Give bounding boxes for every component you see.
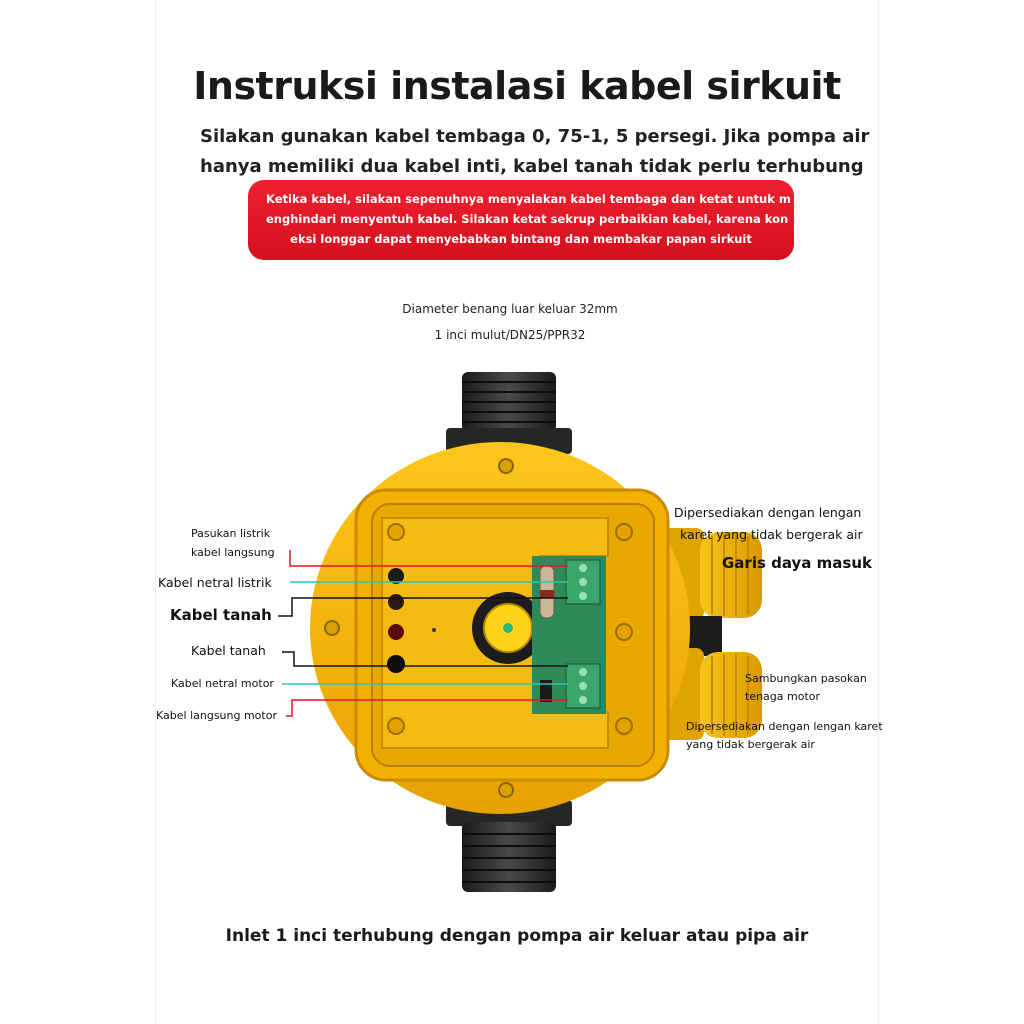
warning-line-1: Ketika kabel, silakan sepenuhnya menyalakan kabel tembaga dan ketat untuk m (266, 192, 791, 206)
warning-line-3: eksi longgar dapat menyebabkan bintang dan membakar papan sirkuit (290, 232, 752, 246)
subtitle-line-2: hanya memiliki dua kabel inti, kabel tanah tidak perlu terhubung (200, 156, 864, 177)
bottom-thread-fitting (446, 800, 572, 892)
label-gland-top-1: Dipersediakan dengan lengan (674, 505, 862, 520)
label-ground-2: Kabel tanah (191, 643, 266, 658)
label-motor-supply-1: Sambungkan pasokan (745, 672, 867, 685)
bottom-caption: Inlet 1 inci terhubung dengan pompa air keluar atau pipa air (225, 926, 809, 946)
label-gland-bottom-2: yang tidak bergerak air (686, 738, 815, 751)
terminal-block-top (566, 560, 600, 604)
subtitle-line-1: Silakan gunakan kabel tembaga 0, 75-1, 5 persegi. Jika pompa air (200, 126, 870, 147)
label-motor-supply-2: tenaga motor (745, 690, 821, 703)
thread-size-text: 1 inci mulut/DN25/PPR32 (434, 328, 586, 342)
label-power-neutral: Kabel netral listrik (158, 575, 272, 590)
label-power-live-2: kabel langsung (191, 546, 275, 559)
label-motor-neutral: Kabel netral motor (171, 677, 274, 690)
label-ground-1: Kabel tanah (170, 606, 272, 624)
terminal-block-bottom (566, 664, 600, 708)
warning-line-2: enghindari menyentuh kabel. Silakan ketat sekrup perbaikian kabel, karena kon (266, 212, 789, 226)
page-title: Instruksi instalasi kabel sirkuit (193, 64, 841, 108)
top-thread-fitting (446, 372, 572, 454)
label-gland-bottom-1: Dipersediakan dengan lengan karet (686, 720, 883, 733)
thread-diameter-text: Diameter benang luar keluar 32mm (402, 302, 618, 316)
label-power-live-1: Pasukan listrik (191, 527, 271, 540)
label-gland-top-2: karet yang tidak bergerak air (680, 527, 863, 542)
label-power-in: Garis daya masuk (722, 554, 872, 572)
label-motor-live: Kabel langsung motor (156, 709, 277, 722)
